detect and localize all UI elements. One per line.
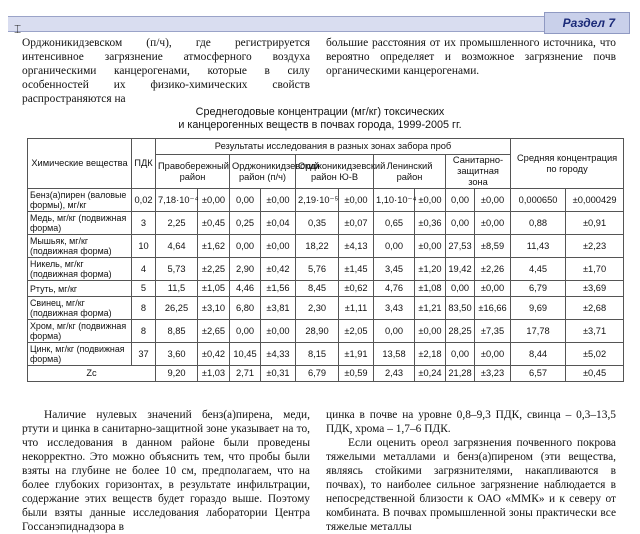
table-cell: 13,58 <box>374 343 415 366</box>
top-right-text: большие расстояния от их промышленного источника, что вероятно определяет и возможное загрязнение почв органическими канцерогенами. <box>326 37 616 77</box>
header-substance: Химические вещества <box>28 139 132 189</box>
pdk-value: 37 <box>132 343 156 366</box>
table-cell: 28,90 <box>296 320 339 343</box>
table-cell: ±3,23 <box>475 366 511 382</box>
table-cell: 11,43 <box>511 235 566 258</box>
pdk-value: 5 <box>132 281 156 297</box>
table-cell: ±0,00 <box>339 189 374 212</box>
table-row <box>28 235 624 258</box>
header-zone: Орджоникидзевский район (п/ч) <box>230 155 296 189</box>
table-cell: 4,76 <box>374 281 415 297</box>
table-row <box>28 320 624 343</box>
table-cell: ±0,45 <box>566 366 624 382</box>
table-cell: ±0,00 <box>261 320 296 343</box>
table-cell: ±0,00 <box>475 189 511 212</box>
table-cell: 3,43 <box>374 297 415 320</box>
table-cell: ±0,07 <box>339 212 374 235</box>
table-cell: ±1,45 <box>339 258 374 281</box>
header-zones-group: Результаты исследования в разных зонах забора проб <box>156 139 511 155</box>
table-cell: 8,45 <box>296 281 339 297</box>
table-cell: ±2,05 <box>339 320 374 343</box>
table-cell: ±2,25 <box>198 258 230 281</box>
table-cell: 0,88 <box>511 212 566 235</box>
table-cell: ±1,91 <box>339 343 374 366</box>
table-row <box>28 281 624 297</box>
table-cell: 83,50 <box>446 297 475 320</box>
table-cell: 6,80 <box>230 297 261 320</box>
table-cell: ±0,000429 <box>566 189 624 212</box>
table-cell: ±0,00 <box>261 189 296 212</box>
table-cell: 2,30 <box>296 297 339 320</box>
table-cell: ±2,18 <box>415 343 446 366</box>
table-cell: 3,45 <box>374 258 415 281</box>
header-zone: Орджоникидзевский район Ю-В <box>296 155 374 189</box>
table-cell: ±0,24 <box>415 366 446 382</box>
table-cell: ±2,26 <box>475 258 511 281</box>
table-cell: 3,60 <box>156 343 198 366</box>
header-zone: Правобережный район <box>156 155 230 189</box>
section-header <box>8 8 630 30</box>
table-cell: 10,45 <box>230 343 261 366</box>
table-body <box>28 189 624 382</box>
table-cell: 5,76 <box>296 258 339 281</box>
table-cell: 17,78 <box>511 320 566 343</box>
substance-name: Никель, мг/кг (подвижная форма) <box>28 258 132 281</box>
pdk-value: 4 <box>132 258 156 281</box>
table-cell: 0,25 <box>230 212 261 235</box>
table-cell: 0,000650 <box>511 189 566 212</box>
table-cell: 0,00 <box>446 281 475 297</box>
table-cell: ±0,59 <box>339 366 374 382</box>
table-row <box>28 258 624 281</box>
substance-name: Мышьяк, мг/кг (подвижная форма) <box>28 235 132 258</box>
substance-name: Медь, мг/кг (подвижная форма) <box>28 212 132 235</box>
table-cell: ±1,20 <box>415 258 446 281</box>
header-bar <box>8 16 630 32</box>
substance-name: Бенз(а)пирен (валовые формы), мг/кг <box>28 189 132 212</box>
table-cell: 21,28 <box>446 366 475 382</box>
table-cell: ±0,00 <box>475 281 511 297</box>
table-cell: 9,69 <box>511 297 566 320</box>
top-right-paragraph <box>326 36 616 78</box>
table-row <box>28 297 624 320</box>
header-city-average: Средняя концентрация по городу <box>511 139 624 189</box>
table-cell: ±1,62 <box>198 235 230 258</box>
table-cell: 18,22 <box>296 235 339 258</box>
concentration-table <box>27 138 624 382</box>
section-title: Раздел 7 <box>544 12 630 34</box>
table-cell: 6,79 <box>296 366 339 382</box>
table-cell: ±4,13 <box>339 235 374 258</box>
top-left-paragraph <box>22 36 310 106</box>
table-row <box>28 212 624 235</box>
table-cell: ±0,00 <box>415 235 446 258</box>
pdk-value: 8 <box>132 320 156 343</box>
table-cell: ±1,11 <box>339 297 374 320</box>
table-cell: ±2,23 <box>566 235 624 258</box>
table-cell: ±2,68 <box>566 297 624 320</box>
table-cell: 11,5 <box>156 281 198 297</box>
table-cell: 1,10·10⁻⁴ <box>374 189 415 212</box>
table-cell: 4,46 <box>230 281 261 297</box>
header-pdk: ПДК <box>132 139 156 189</box>
table-cell: 27,53 <box>446 235 475 258</box>
table-cell: ±0,04 <box>261 212 296 235</box>
table-cell: 0,00 <box>446 189 475 212</box>
table-cell: ±0,00 <box>261 235 296 258</box>
table-cell: ±0,42 <box>198 343 230 366</box>
table-cell: ±8,59 <box>475 235 511 258</box>
total-row <box>28 366 624 382</box>
table-cell: 6,57 <box>511 366 566 382</box>
table-cell: ±1,56 <box>261 281 296 297</box>
table-title-line-1: Среднегодовые концентрации (мг/кг) токсических <box>195 106 445 118</box>
table-cell: 2,90 <box>230 258 261 281</box>
table-cell: ±2,65 <box>198 320 230 343</box>
table-row <box>28 343 624 366</box>
table-cell: ±0,91 <box>566 212 624 235</box>
table-cell: ±4,33 <box>261 343 296 366</box>
table-cell: 7,18·10⁻⁴ <box>156 189 198 212</box>
pdk-value: 0,02 <box>132 189 156 212</box>
table-cell: 0,35 <box>296 212 339 235</box>
table-cell: ±3,69 <box>566 281 624 297</box>
table-cell: ±16,66 <box>475 297 511 320</box>
table-cell: 2,43 <box>374 366 415 382</box>
table-cell: 8,44 <box>511 343 566 366</box>
table-cell: ±0,42 <box>261 258 296 281</box>
table-cell: 0,00 <box>374 235 415 258</box>
table-cell: ±0,00 <box>198 189 230 212</box>
table-cell: 26,25 <box>156 297 198 320</box>
pdk-value: 3 <box>132 212 156 235</box>
table-cell: 2,19·10⁻⁵ <box>296 189 339 212</box>
pdk-value: 8 <box>132 297 156 320</box>
substance-name: Ртуть, мг/кг <box>28 281 132 297</box>
table-cell: ±1,21 <box>415 297 446 320</box>
table-cell: ±1,70 <box>566 258 624 281</box>
table-cell: 9,20 <box>156 366 198 382</box>
table-cell: ±0,00 <box>415 189 446 212</box>
table-cell: 8,85 <box>156 320 198 343</box>
table-title-line-2: и канцерогенных веществ в почвах города, 1999-2005 гг. <box>178 119 462 131</box>
table-cell: 0,00 <box>230 235 261 258</box>
table-cell: ±0,00 <box>475 212 511 235</box>
table-cell: 2,71 <box>230 366 261 382</box>
table-cell: 4,64 <box>156 235 198 258</box>
table-cell: 0,00 <box>374 320 415 343</box>
table-cell: 8,15 <box>296 343 339 366</box>
total-label: Zc <box>28 366 156 382</box>
top-left-text: Орджоникидзевском (п/ч), где регистрируется интенсивное загрязнение атмосферного воздуха органическими канцерогенами, которые в силу особенностей их физико-химических свойств распространяются на <box>22 37 310 105</box>
table-cell: ±0,36 <box>415 212 446 235</box>
table-cell: 5,73 <box>156 258 198 281</box>
substance-name: Цинк, мг/кг (подвижная форма) <box>28 343 132 366</box>
bottom-left-paragraph <box>22 408 310 534</box>
table-row <box>28 189 624 212</box>
table-cell: ±0,31 <box>261 366 296 382</box>
table-cell: ±3,10 <box>198 297 230 320</box>
bottom-right-paragraph <box>326 408 616 534</box>
table-cell: 6,79 <box>511 281 566 297</box>
table-cell: ±1,03 <box>198 366 230 382</box>
bottom-right-text-1: цинка в почве на уровне 0,8–9,3 ПДК, свинца – 0,3–13,5 ПДК, хрома – 1,7–6 ПДК. <box>326 409 616 435</box>
table-cell: 0,00 <box>230 320 261 343</box>
bottom-left-text: Наличие нулевых значений бенз(а)пирена, меди, ртути и цинка в санитарно-защитной зоне указывает на то, что исследования в данном районе были проведены некорректно. Это можно объяснить тем, что пробы были взяты на глубине не более 10 см, предполагаем, что на более глубоких горизонтах, в результате инфильтрации, содержание этих веществ будет гораздо выше. Поэтому были взяты данные исследования лаборатории Центра Госсанэпиднадзора в <box>22 409 310 533</box>
table-cell: 0,65 <box>374 212 415 235</box>
table-cell: ±1,08 <box>415 281 446 297</box>
table-cell: ±7,35 <box>475 320 511 343</box>
table-cell: ±0,62 <box>339 281 374 297</box>
table-cell: ±3,81 <box>261 297 296 320</box>
header-zone: Санитарно-защитная зона <box>446 155 511 189</box>
header-zone: Ленинский район <box>374 155 446 189</box>
text-cursor-icon: ⌶ <box>14 22 22 36</box>
table-cell: ±0,00 <box>475 343 511 366</box>
table-cell: 0,00 <box>446 212 475 235</box>
table-cell: ±1,05 <box>198 281 230 297</box>
table-cell: 19,42 <box>446 258 475 281</box>
table-cell: 0,00 <box>446 343 475 366</box>
table-cell: 0,00 <box>230 189 261 212</box>
table-cell: ±5,02 <box>566 343 624 366</box>
table-cell: 2,25 <box>156 212 198 235</box>
table-title <box>120 106 520 132</box>
table-cell: ±0,45 <box>198 212 230 235</box>
pdk-value: 10 <box>132 235 156 258</box>
table-cell: ±3,71 <box>566 320 624 343</box>
substance-name: Свинец, мг/кг (подвижная форма) <box>28 297 132 320</box>
bottom-right-text-2: Если оценить ореол загрязнения почвенного покрова тяжелыми металлами и бенз(а)пиреном (эти вещества, являясь стойкими загрязнителями, накапливаются в почвах), то наиболее сильное загрязнение наблюдается в непосредственной близости к ОАО «ММК» и к северу от комбината. В почвах промышленной зоны практически все тяжелые металлы <box>326 437 616 533</box>
table-cell: ±0,00 <box>415 320 446 343</box>
table-cell: 4,45 <box>511 258 566 281</box>
substance-name: Хром, мг/кг (подвижная форма) <box>28 320 132 343</box>
table-cell: 28,25 <box>446 320 475 343</box>
